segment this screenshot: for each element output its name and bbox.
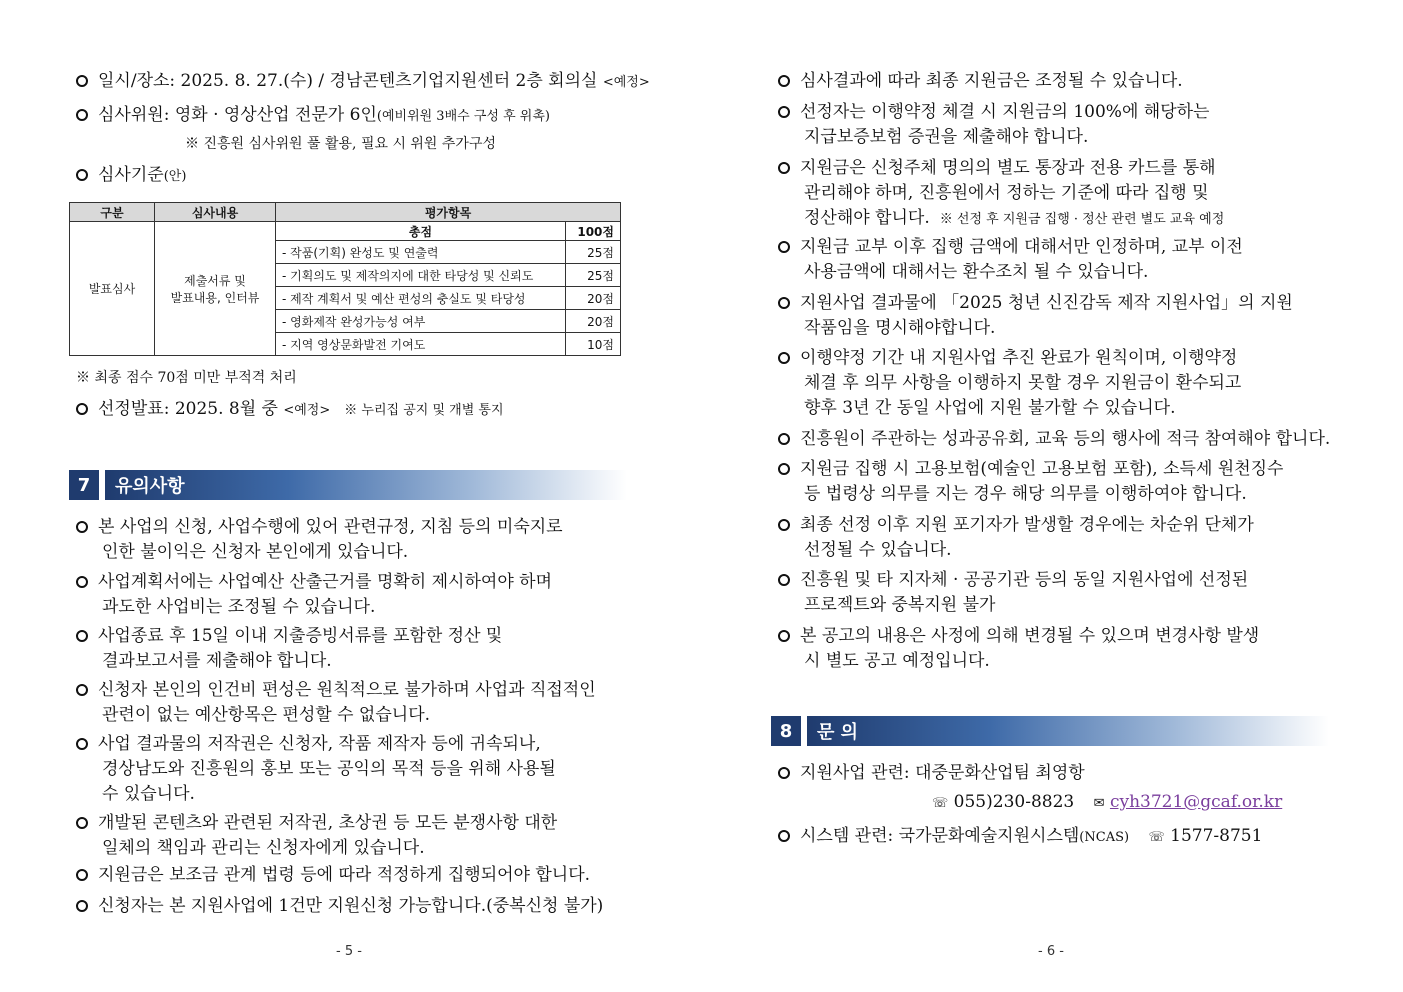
list-item [76,733,541,755]
bullet-icon [76,900,88,912]
contact-2-suffix: (NCAS) [1079,830,1130,845]
announce-suffix: <예정> [283,403,331,418]
list-item-continuation [102,541,408,563]
announce-text: 선정발표: 2025. 8월 중 [98,399,284,419]
list-item-text: 시 별도 공고 예정입니다. [804,651,990,671]
list-item [778,514,1254,536]
list-item-text: 작품임을 명시해야합니다. [804,318,996,338]
category-cell: 발표심사 [70,222,155,356]
list-item-text: 심사결과에 따라 최종 지원금은 조정될 수 있습니다. [800,71,1183,91]
list-item-continuation [804,539,952,561]
list-item [778,625,1259,647]
bullet-icon [76,403,88,415]
left-page [0,0,700,992]
bullet-icon [778,630,790,642]
bullet-icon [778,574,790,586]
email-link[interactable]: cyh3721@gcaf.or.kr [1109,792,1283,812]
list-item-continuation [102,758,556,780]
bullet-icon [778,352,790,364]
page-number-5: - 5 - [336,944,362,959]
list-item [76,895,603,917]
settle-note: ※ 선정 후 지원금 집행 · 정산 관련 별도 교육 예정 [939,212,1225,227]
list-item-text: 등 법령상 의무를 지는 경우 해당 의무를 이행하여야 합니다. [804,484,1247,504]
phone-1-text: 055)230-8823 [953,792,1075,812]
list-item-continuation [804,397,1175,419]
table-row-score: 25점 [566,241,621,264]
list-item-text: 이행약정 기간 내 지원사업 추진 완료가 원칙이며, 이행약정 [800,348,1238,368]
header-criteria: 평가항목 [276,203,621,222]
bullet-icon [778,463,790,475]
total-score: 100점 [566,222,621,241]
list-item-continuation [804,594,995,616]
list-item-text: 최종 선정 이후 지원 포기자가 발생할 경우에는 차순위 단체가 [800,515,1254,535]
contact-line-1 [778,762,1085,784]
criteria-text: 심사기준 [98,165,164,185]
list-item [778,569,1248,591]
list-item-text: 지원금은 신청주체 명의의 별도 통장과 전용 카드를 통해 [800,158,1216,178]
contact-line-2 [778,825,1262,849]
criteria-suffix: (안) [163,169,187,184]
judges-text: 심사위원: 영화 · 영상산업 전문가 6인 [98,105,377,125]
section-7-title: 유의사항 [105,470,627,500]
contact-2-text: 시스템 관련: 국가문화예술지원시스템 [800,826,1080,846]
bullet-icon [778,75,790,87]
list-item-text: 진흥원 및 타 지자체 · 공공기관 등의 동일 지원사업에 선정된 [800,570,1249,590]
section-8-header [771,716,1329,746]
list-item [76,812,557,834]
section-8-title: 문 의 [807,716,1329,746]
table-row-item: - 기획의도 및 제작의지에 대한 타당성 및 신뢰도 [276,264,566,287]
bullet-icon [778,241,790,253]
content-line-1: 제출서류 및 [184,273,246,288]
list-item-text: 지급보증보험 증권을 제출해야 합니다. [804,127,1089,147]
bullet-icon [76,738,88,750]
list-item-text: 경상남도와 진흥원의 홍보 또는 공익의 목적 등을 위해 사용될 [102,759,556,779]
bullet-icon [76,576,88,588]
list-item-text: 프로젝트와 중복지원 불가 [804,595,996,615]
bullet-icon [76,630,88,642]
bullet-icon [76,869,88,881]
section-7-number: 7 [69,470,99,500]
total-label: 총점 [276,222,566,241]
list-item [778,70,1183,92]
page-number-6: - 6 - [1038,944,1064,959]
list-item-text: 결과보고서를 제출해야 합니다. [102,651,332,671]
contact-detail-1 [932,791,1282,815]
list-item-text: 정산해야 합니다. [804,208,930,228]
list-item-text: 관련이 없는 예산항목은 편성할 수 없습니다. [102,705,431,725]
table-row-item: - 작품(기획) 완성도 및 연출력 [276,241,566,264]
right-page [702,0,1403,992]
schedule-line [76,70,650,94]
list-item-text: 향후 3년 간 동일 사업에 지원 불가할 수 있습니다. [804,398,1176,418]
announce-line [76,398,504,422]
phone-icon: ☏ [1148,830,1165,845]
list-item-text: 사업계획서에는 사업예산 산출근거를 명확히 제시하여야 하며 [98,572,552,592]
bullet-icon [76,169,88,181]
list-item-continuation [102,837,425,859]
list-item-text: 선정자는 이행약정 체결 시 지원금의 100%에 해당하는 [800,102,1210,122]
bullet-icon [778,297,790,309]
list-item-continuation [102,704,430,726]
list-item-text: 신청자 본인의 인건비 편성은 원칙적으로 불가하며 사업과 직접적인 [98,680,596,700]
list-item-text: 지원사업 결과물에 「2025 청년 신진감독 제작 지원사업」의 지원 [800,293,1293,313]
list-item-text: 수 있습니다. [102,784,195,804]
bullet-icon [778,519,790,531]
list-item [76,625,502,647]
list-item [76,571,552,593]
judges-line [76,104,550,128]
list-item-text: 진흥원이 주관하는 성과공유회, 교육 등의 행사에 적극 참여해야 합니다. [800,429,1331,449]
score-note: ※ 최종 점수 70점 미만 부적격 처리 [76,370,297,386]
bullet-icon [76,109,88,121]
list-item-text: 사업종료 후 15일 이내 지출증빙서류를 포함한 정산 및 [98,626,503,646]
contact-1-text: 지원사업 관련: 대중문화산업팀 최영항 [800,763,1085,783]
list-item-continuation [102,650,332,672]
bullet-icon [778,433,790,445]
list-item-text: 지원금 교부 이후 집행 금액에 대해서만 인정하며, 교부 이전 [800,237,1243,257]
content-line-2: 발표내용, 인터뷰 [170,290,260,305]
list-item [76,864,590,886]
bullet-icon [76,817,88,829]
table-row-score: 20점 [566,287,621,310]
phone-icon: ☏ [932,796,949,811]
list-item-continuation [804,483,1247,505]
list-item-continuation [804,126,1088,148]
judges-suffix: (예비위원 3배수 구성 후 위촉) [376,109,550,124]
judges-note: ※ 진흥원 심사위원 풀 활용, 필요 시 위원 추가구성 [185,136,497,152]
list-item-continuation [804,207,1224,231]
content-cell [155,222,276,356]
list-item [778,458,1283,480]
list-item-text: 인한 불이익은 신청자 본인에게 있습니다. [102,542,409,562]
table-row-score: 25점 [566,264,621,287]
list-item-text: 사업 결과물의 저작권은 신청자, 작품 제작자 등에 귀속되나, [98,734,541,754]
table-row-item: - 지역 영상문화발전 기여도 [276,333,566,356]
list-item-continuation [804,372,1241,394]
mail-icon: ✉ [1093,796,1105,811]
list-item-text: 지원금 집행 시 고용보험(예술인 고용보험 포함), 소득세 원천징수 [800,459,1284,479]
bullet-icon [778,162,790,174]
list-item-continuation [804,182,1209,204]
section-8-number: 8 [771,716,801,746]
list-item [778,236,1243,258]
bullet-icon [76,684,88,696]
list-item-text: 관리해야 하며, 진흥원에서 정하는 기준에 따라 집행 및 [804,183,1209,203]
list-item-continuation [102,596,375,618]
section-7-header [69,470,627,500]
phone-2-text: 1577-8751 [1170,826,1263,846]
list-item [76,679,596,701]
list-item [778,101,1209,123]
list-item-text: 본 사업의 신청, 사업수행에 있어 관련규정, 지침 등의 미숙지로 [98,517,563,537]
list-item-text: 본 공고의 내용은 사정에 의해 변경될 수 있으며 변경사항 발생 [800,626,1260,646]
criteria-line [76,164,186,188]
list-item [778,428,1330,450]
list-item [778,347,1237,369]
list-item [778,157,1216,179]
list-item-text: 선정될 수 있습니다. [804,540,952,560]
bullet-icon [778,767,790,779]
announce-note: ※ 누리집 공지 및 개별 통지 [344,403,504,418]
header-content: 심사내용 [155,203,276,222]
schedule-suffix: <예정> [602,75,650,90]
list-item-continuation [804,317,995,339]
list-item-continuation [804,261,1148,283]
list-item-text: 지원금은 보조금 관계 법령 등에 따라 적정하게 집행되어야 합니다. [98,865,591,885]
table-row-score: 20점 [566,310,621,333]
list-item [778,292,1293,314]
list-item-text: 일체의 책임과 관리는 신청자에게 있습니다. [102,838,425,858]
list-item-text: 개발된 콘텐츠와 관련된 저작권, 초상권 등 모든 분쟁사항 대한 [98,813,558,833]
list-item-text: 사용금액에 대해서는 환수조치 될 수 있습니다. [804,262,1149,282]
table-row-item: - 제작 계획서 및 예산 편성의 충실도 및 타당성 [276,287,566,310]
list-item-text: 체결 후 의무 사항을 이행하지 못할 경우 지원금이 환수되고 [804,373,1242,393]
bullet-icon [76,75,88,87]
evaluation-table [69,202,621,356]
schedule-text: 일시/장소: 2025. 8. 27.(수) / 경남콘텐츠기업지원센터 2층 회의실 [98,71,603,91]
table-row-score: 10점 [566,333,621,356]
table-row-item: - 영화제작 완성가능성 여부 [276,310,566,333]
list-item-text: 신청자는 본 지원사업에 1건만 지원신청 가능합니다.(중복신청 불가) [98,896,604,916]
list-item-continuation [102,783,195,805]
list-item [76,516,563,538]
list-item-continuation [804,650,990,672]
bullet-icon [778,106,790,118]
header-category: 구분 [70,203,155,222]
list-item-text: 과도한 사업비는 조정될 수 있습니다. [102,597,376,617]
bullet-icon [76,521,88,533]
bullet-icon [778,830,790,842]
